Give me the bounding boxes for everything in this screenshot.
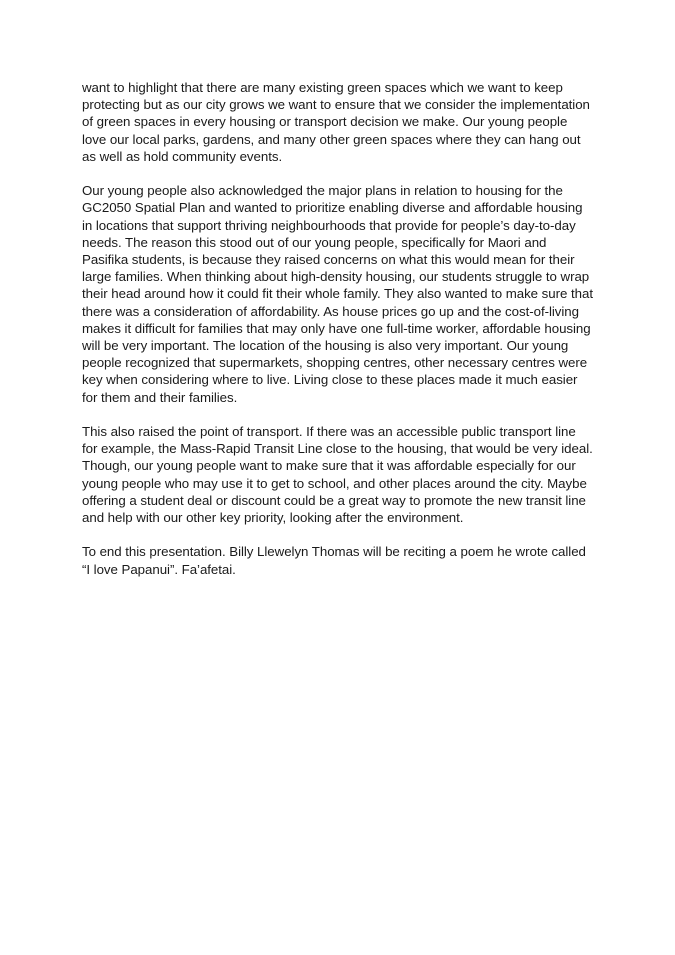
paragraph-closing: To end this presentation. Billy Llewelyn Thomas will be reciting a poem he wrote called “I love Papanui”. Fa’afetai. [82, 544, 586, 577]
paragraph-housing: Our young people also acknowledged the major plans in relation to housing for the GC2050 Spatial Plan and wanted to prioritize enabling diverse and affordable housing in locations that support thriving neighbourhoods that provide for people’s day-to-day needs. The reason this stood out of our young people, specifically for Maori and Pasifika students, is because they raised concerns on what this would mean for their large families. When thinking about high-density housing, our students struggle to wrap their head around how it could fit their whole family. They also wanted to make sure that there was a consideration of affordability. As house prices go up and the cost-of-living makes it difficult for families that may only have one full-time worker, affordable housing will be very important. The location of the housing is also very important. Our young people recognized that supermarkets, shopping centres, other necessary centres were key when considering where to live. Living close to these places made it much easier for them and their families. [82, 183, 593, 405]
document-body [82, 79, 594, 578]
paragraph-green-spaces: want to highlight that there are many existing green spaces which we want to keep protecting but as our city grows we want to ensure that we consider the implementation of green spaces in every housing or transport decision we make. Our young people love our local parks, gardens, and many other green spaces where they can hang out as well as hold community events. [82, 80, 590, 164]
paragraph-transport: This also raised the point of transport. If there was an accessible public transport line for example, the Mass-Rapid Transit Line close to the housing, that would be very ideal. Though, our young people want to make sure that it was affordable especially for our young people who may use it to get to school, and other places around the city. Maybe offering a student deal or discount could be a great way to promote the new transit line and help with our other key priority, looking after the environment. [82, 424, 593, 526]
